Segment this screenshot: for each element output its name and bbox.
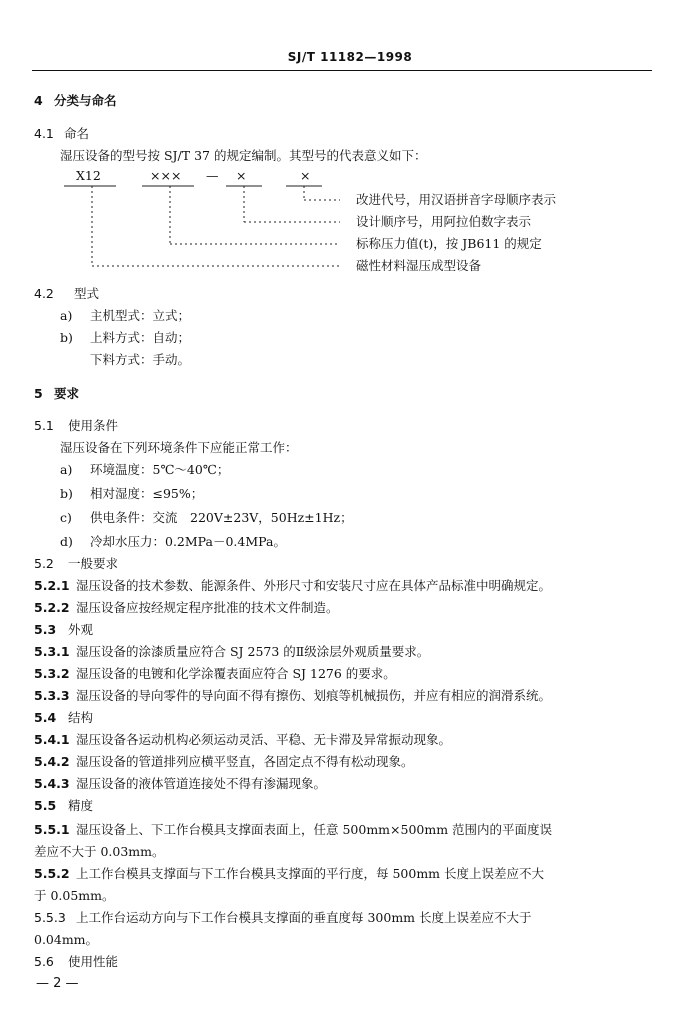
section-title: 结构 — [68, 710, 94, 725]
clause-text: 湿压设备的液体管道连接处不得有渗漏现象。 — [76, 776, 327, 791]
section-5-4-heading — [34, 710, 93, 726]
clause-5-5-3-continued: 0.04mm。 — [34, 932, 99, 947]
list-item — [60, 534, 286, 550]
list-marker: a) — [60, 308, 73, 323]
clause-text: 上工作台模具支撑面与下工作台模具支撑面的平行度，每 500mm 长度上误差应不大 — [76, 866, 545, 881]
clause-5-5-2-continued: 于 0.05mm。 — [34, 888, 115, 903]
section-5-1-heading — [34, 418, 118, 434]
section-title: 要求 — [54, 386, 80, 401]
section-title: 使用条件 — [68, 418, 119, 433]
page-number: — 2 — — [36, 976, 79, 991]
naming-intro: 湿压设备的型号按 SJ/T 37 的规定编制。其型号的代表意义如下： — [60, 148, 427, 163]
section-5-5-heading — [34, 798, 93, 814]
section-number: 5.6 — [34, 954, 54, 969]
list-marker: b) — [60, 486, 73, 501]
list-text: 冷却水压力：0.2MPa－0.4MPa。 — [90, 534, 286, 549]
section-title: 使用性能 — [68, 954, 119, 969]
model-code-1: ××× — [150, 168, 182, 183]
section-title: 命名 — [64, 126, 90, 141]
list-text: 相对湿度：≤95%； — [90, 486, 204, 501]
clause-number: 5.4.3 — [34, 776, 70, 791]
list-item — [60, 330, 190, 346]
model-code-2: × — [236, 168, 247, 183]
legend-design-sequence: 设计顺序号，用阿拉伯数字表示 — [356, 214, 532, 229]
section-5-6-heading — [34, 954, 118, 970]
legend-improvement-code: 改进代号，用汉语拼音字母顺序表示 — [356, 192, 557, 207]
section-number: 5.4 — [34, 710, 57, 725]
list-item — [60, 510, 353, 526]
clause-5-5-1 — [34, 822, 552, 838]
section-number: 5.2 — [34, 556, 54, 571]
legend-equipment-type: 磁性材料湿压成型设备 — [356, 258, 482, 273]
clause-5-4-2 — [34, 754, 414, 770]
clause-text: 湿压设备各运动机构必须运动灵活、平稳、无卡滞及异常振动现象。 — [76, 732, 452, 747]
section-5-3-heading — [34, 622, 93, 638]
clause-5-4-3 — [34, 776, 326, 792]
list-marker: c) — [60, 510, 72, 525]
clause-number: 5.4.2 — [34, 754, 70, 769]
section-number: 5 — [34, 386, 43, 401]
clause-text: 湿压设备的技术参数、能源条件、外形尺寸和安装尺寸应在具体产品标准中明确规定。 — [76, 578, 552, 593]
list-marker: a) — [60, 462, 73, 477]
legend-nominal-pressure: 标称压力值(t)，按 JB611 的规定 — [356, 236, 542, 251]
list-text: 供电条件：交流 220V±23V，50Hz±1Hz； — [90, 510, 353, 525]
section-number: 5.3 — [34, 622, 57, 637]
clause-number: 5.4.1 — [34, 732, 70, 747]
clause-5-4-1 — [34, 732, 451, 748]
section-5-heading — [34, 386, 79, 402]
section-5-2-heading — [34, 556, 118, 572]
clause-text: 湿压设备的涂漆质量应符合 SJ 2573 的Ⅱ级涂层外观质量要求。 — [76, 644, 430, 659]
model-prefix: X12 — [76, 168, 101, 183]
clause-5-3-3 — [34, 688, 551, 704]
clause-5-3-2 — [34, 666, 396, 682]
list-item — [60, 486, 203, 502]
list-item — [60, 352, 190, 368]
clause-5-3-1 — [34, 644, 429, 660]
section-number: 4 — [34, 93, 43, 108]
clause-number: 5.5.3 — [34, 910, 66, 925]
clause-number: 5.3.1 — [34, 644, 70, 659]
clause-number: 5.2.2 — [34, 600, 70, 615]
list-marker: b) — [60, 330, 73, 345]
list-item — [60, 462, 229, 478]
clause-text: 上工作台运动方向与下工作台模具支撑面的垂直度每 300mm 长度上误差应不大于 — [76, 910, 532, 925]
list-text: 主机型式：立式； — [90, 308, 191, 323]
conditions-intro: 湿压设备在下列环境条件下应能正常工作： — [60, 440, 298, 455]
standard-code-header: SJ/T 11182—1998 — [287, 50, 413, 64]
section-title: 外观 — [68, 622, 94, 637]
clause-5-2-1 — [34, 578, 551, 594]
clause-text: 湿压设备应按经规定程序批准的技术文件制造。 — [76, 600, 339, 615]
section-title: 一般要求 — [68, 556, 119, 571]
list-text: 环境温度：5℃～40℃； — [90, 462, 230, 477]
section-4-2-heading — [34, 286, 99, 302]
clause-number: 5.2.1 — [34, 578, 70, 593]
clause-text: 湿压设备的管道排列应横平竖直，各固定点不得有松动现象。 — [76, 754, 414, 769]
section-title: 分类与命名 — [54, 93, 117, 108]
clause-number: 5.5.1 — [34, 822, 70, 837]
list-item — [60, 308, 190, 324]
model-designation-diagram — [0, 0, 700, 300]
clause-text: 湿压设备上、下工作台模具支撑面表面上，任意 500mm×500mm 范围内的平面度误 — [76, 822, 553, 837]
clause-number: 5.5.2 — [34, 866, 70, 881]
section-title: 型式 — [74, 286, 100, 301]
list-marker: d) — [60, 534, 73, 549]
clause-5-2-2 — [34, 600, 339, 616]
clause-number: 5.3.3 — [34, 688, 70, 703]
clause-5-5-1-continued: 差应不大于 0.03mm。 — [34, 844, 165, 859]
section-number: 5.1 — [34, 418, 54, 433]
list-text: 下料方式：手动。 — [90, 352, 191, 367]
clause-text: 湿压设备的电镀和化学涂覆表面应符合 SJ 1276 的要求。 — [76, 666, 396, 681]
clause-5-5-3 — [34, 910, 532, 926]
clause-5-5-2 — [34, 866, 544, 882]
section-number: 4.1 — [34, 126, 54, 141]
clause-number: 5.3.2 — [34, 666, 70, 681]
model-dash: — — [206, 168, 219, 183]
section-title: 精度 — [68, 798, 94, 813]
section-number: 4.2 — [34, 286, 54, 301]
section-number: 5.5 — [34, 798, 57, 813]
clause-text: 湿压设备的导向零件的导向面不得有擦伤、划痕等机械损伤，并应有相应的润滑系统。 — [76, 688, 552, 703]
list-text: 上料方式：自动； — [90, 330, 191, 345]
model-code-3: × — [300, 168, 311, 183]
